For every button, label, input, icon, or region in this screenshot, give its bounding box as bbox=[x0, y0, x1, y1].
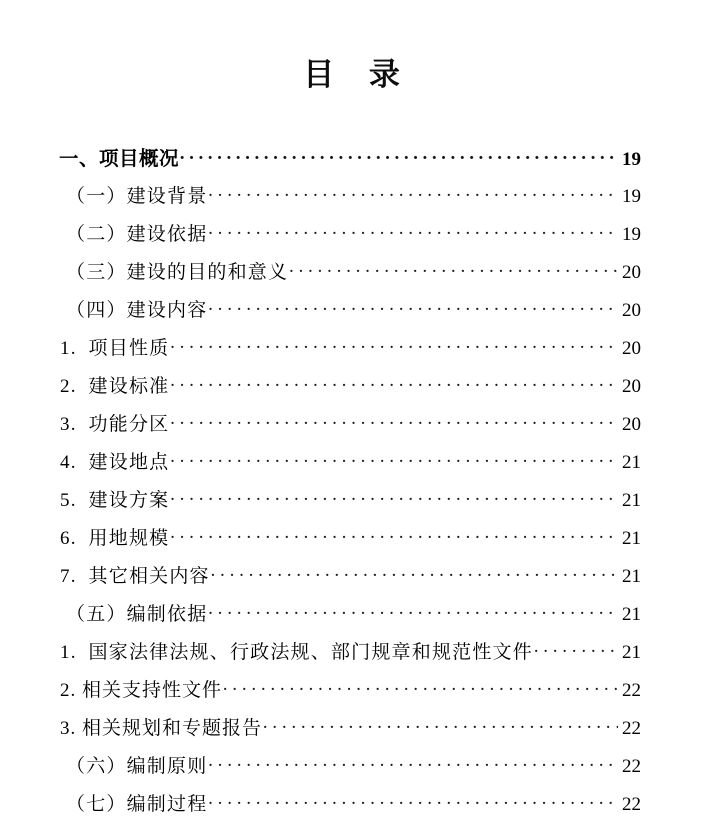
toc-entry[interactable] bbox=[0, 368, 705, 406]
toc-entry[interactable] bbox=[0, 786, 705, 824]
toc-entry-page-number: 22 bbox=[622, 680, 641, 701]
toc-entry-label: （四）建设内容 bbox=[66, 300, 208, 321]
toc-entry-label: （一）建设背景 bbox=[66, 186, 208, 207]
toc-entry[interactable] bbox=[0, 634, 705, 672]
toc-entry-label: （三）建设的目的和意义 bbox=[66, 262, 289, 283]
toc-dot-leader bbox=[169, 414, 618, 433]
toc-entry-page-number: 22 bbox=[622, 794, 641, 815]
toc-entry-page-number: 22 bbox=[622, 718, 641, 739]
toc-entry[interactable] bbox=[0, 140, 705, 178]
toc-dot-leader bbox=[207, 224, 618, 243]
toc-entry[interactable] bbox=[0, 330, 705, 368]
toc-entry[interactable] bbox=[0, 672, 705, 710]
toc-entry-page-number: 20 bbox=[622, 376, 641, 397]
toc-entry-label: 4. 建设地点 bbox=[60, 452, 170, 473]
toc-entry-page-number: 21 bbox=[622, 604, 641, 625]
toc-entry-label: 6. 用地规模 bbox=[60, 528, 170, 549]
toc-entry-label: 1. 项目性质 bbox=[60, 338, 170, 359]
toc-entry-label: 7. 其它相关内容 bbox=[60, 566, 210, 587]
page-title: 目 录 bbox=[303, 57, 402, 92]
toc-entry-page-number: 20 bbox=[622, 262, 641, 283]
toc-dot-leader bbox=[207, 300, 618, 319]
toc-entry-page-number: 19 bbox=[622, 149, 641, 170]
table-of-contents-list bbox=[0, 140, 705, 824]
toc-entry[interactable] bbox=[0, 520, 705, 558]
toc-entry-label: （六）编制原则 bbox=[66, 756, 208, 777]
toc-dot-leader bbox=[169, 452, 618, 471]
toc-entry-label: 3. 相关规划和专题报告 bbox=[60, 718, 263, 739]
toc-dot-leader bbox=[288, 262, 618, 281]
toc-dot-leader bbox=[207, 756, 618, 775]
toc-entry[interactable] bbox=[0, 254, 705, 292]
toc-entry-label: （七）编制过程 bbox=[66, 794, 208, 815]
toc-entry[interactable] bbox=[0, 406, 705, 444]
toc-entry-page-number: 21 bbox=[622, 490, 641, 511]
toc-entry[interactable] bbox=[0, 558, 705, 596]
toc-dot-leader bbox=[207, 604, 618, 623]
toc-entry[interactable] bbox=[0, 444, 705, 482]
toc-dot-leader bbox=[262, 718, 618, 737]
toc-entry[interactable] bbox=[0, 710, 705, 748]
toc-dot-leader bbox=[533, 642, 618, 661]
toc-entry-page-number: 19 bbox=[622, 186, 641, 207]
toc-entry-page-number: 21 bbox=[622, 528, 641, 549]
toc-dot-leader bbox=[207, 794, 618, 813]
toc-entry[interactable] bbox=[0, 292, 705, 330]
toc-entry-page-number: 19 bbox=[622, 224, 641, 245]
toc-entry[interactable] bbox=[0, 482, 705, 520]
toc-dot-leader bbox=[169, 528, 618, 547]
toc-entry-page-number: 20 bbox=[622, 414, 641, 435]
toc-entry-page-number: 20 bbox=[622, 300, 641, 321]
toc-dot-leader bbox=[222, 680, 618, 699]
toc-entry[interactable] bbox=[0, 596, 705, 634]
toc-dot-leader bbox=[210, 566, 618, 585]
toc-dot-leader bbox=[207, 186, 618, 205]
toc-entry-label: 2. 建设标准 bbox=[60, 376, 170, 397]
toc-entry-label: 一、项目概况 bbox=[59, 148, 180, 170]
toc-entry-page-number: 21 bbox=[622, 642, 641, 663]
toc-entry-label: 1. 国家法律法规、行政法规、部门规章和规范性文件 bbox=[60, 642, 533, 663]
toc-entry-label: 5. 建设方案 bbox=[60, 490, 170, 511]
toc-entry-page-number: 22 bbox=[622, 756, 641, 777]
toc-dot-leader bbox=[169, 376, 618, 395]
toc-entry-page-number: 21 bbox=[622, 452, 641, 473]
toc-entry-label: （五）编制依据 bbox=[66, 604, 208, 625]
toc-dot-leader bbox=[169, 338, 618, 357]
toc-entry-label: （二）建设依据 bbox=[66, 224, 208, 245]
toc-entry[interactable] bbox=[0, 216, 705, 254]
toc-entry-label: 3. 功能分区 bbox=[60, 414, 170, 435]
toc-entry-page-number: 21 bbox=[622, 566, 641, 587]
toc-entry[interactable] bbox=[0, 748, 705, 786]
toc-entry[interactable] bbox=[0, 178, 705, 216]
toc-dot-leader bbox=[179, 149, 618, 168]
toc-entry-label: 2. 相关支持性文件 bbox=[60, 680, 223, 701]
toc-dot-leader bbox=[169, 490, 618, 509]
toc-entry-page-number: 20 bbox=[622, 338, 641, 359]
